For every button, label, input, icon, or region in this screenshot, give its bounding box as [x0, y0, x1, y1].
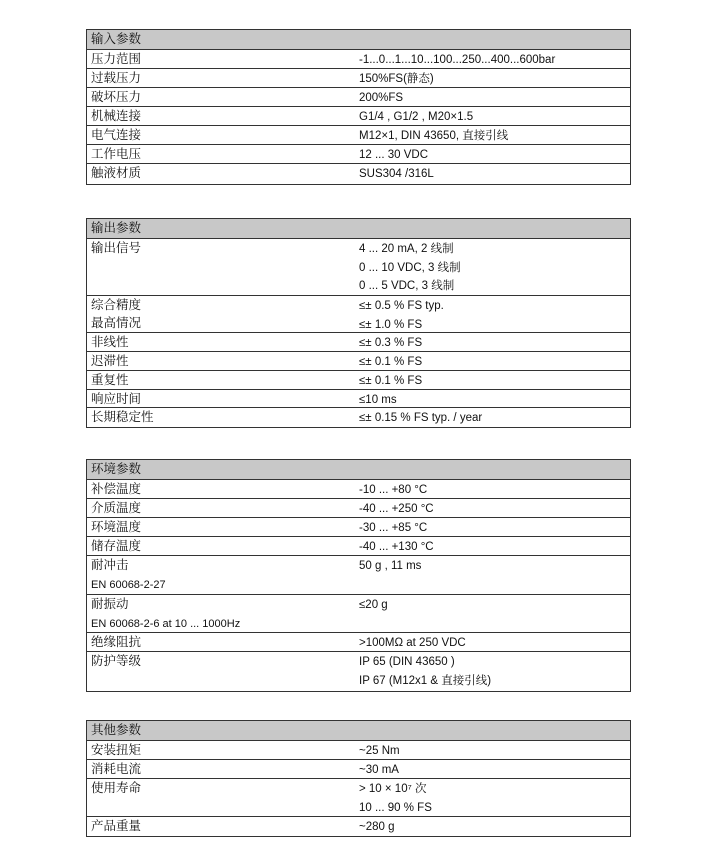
param-label-line: 过载压力 [91, 71, 142, 85]
table-row [87, 164, 630, 184]
param-label-line: 补偿温度 [91, 482, 142, 496]
param-value [359, 499, 630, 517]
param-value [359, 88, 630, 106]
param-value-line: -40 ... +250 °C [359, 503, 434, 515]
table-row [87, 333, 630, 352]
param-value-line: SUS304 /316L [359, 168, 434, 180]
param-label-line: 重复性 [91, 373, 129, 387]
param-value [359, 537, 630, 555]
param-label-line: 非线性 [91, 335, 129, 349]
table-row [87, 537, 630, 556]
param-label-line: 消耗电流 [91, 762, 142, 776]
param-value-line: -10 ... +80 °C [359, 484, 428, 496]
param-label-line: EN 60068-2-6 at 10 ... 1000Hz [91, 618, 241, 630]
param-value-line: >100MΩ at 250 VDC [359, 637, 466, 649]
param-label-line: 产品重量 [91, 819, 142, 833]
table-row [87, 817, 630, 836]
param-value [359, 296, 630, 332]
param-value-line: IP 65 (DIN 43650 ) [359, 656, 455, 668]
param-value-line: 200%FS [359, 92, 404, 104]
param-value-line: ≤± 0.1 % FS [359, 375, 423, 387]
param-label [87, 390, 359, 407]
section-title: 输出参数 [87, 219, 630, 239]
param-label [87, 126, 359, 144]
param-value [359, 408, 630, 427]
param-label [87, 296, 359, 332]
table-row [87, 518, 630, 537]
param-value [359, 333, 630, 351]
param-label [87, 88, 359, 106]
param-value-line: ~30 mA [359, 764, 399, 776]
table-row [87, 779, 630, 817]
param-label [87, 595, 359, 632]
table-row [87, 69, 630, 88]
param-label-line: 综合精度 [91, 298, 142, 312]
section-title: 输入参数 [87, 30, 630, 50]
param-label-line: 绝缘阻抗 [91, 635, 142, 649]
param-value-line: ≤20 g [359, 599, 388, 611]
param-label [87, 164, 359, 184]
param-label [87, 499, 359, 517]
param-value [359, 352, 630, 370]
param-label-line: 安装扭矩 [91, 743, 142, 757]
param-value [359, 50, 630, 68]
param-value-line: -1...0...1...10...100...250...400...600bar [359, 54, 556, 66]
param-label [87, 518, 359, 536]
param-label [87, 145, 359, 163]
param-label [87, 107, 359, 125]
table-row [87, 595, 630, 633]
param-value-line: ~25 Nm [359, 745, 400, 757]
table-row [87, 50, 630, 69]
param-value-line: 4 ... 20 mA, 2 线制 [359, 243, 454, 255]
param-label-line: 响应时间 [91, 392, 142, 406]
param-value [359, 595, 630, 632]
param-value [359, 741, 630, 759]
param-label [87, 760, 359, 778]
param-label-line: 迟滞性 [91, 354, 129, 368]
param-value-line: 150%FS(静态) [359, 73, 434, 85]
table-row [87, 145, 630, 164]
param-label-line: 耐振动 [91, 597, 129, 611]
param-value [359, 556, 630, 594]
param-value-line: > 10 × 10⁷ 次 [359, 783, 427, 795]
param-value-line: IP 67 (M12x1 & 直接引线) [359, 674, 492, 687]
param-value [359, 518, 630, 536]
param-label [87, 408, 359, 427]
table-row [87, 126, 630, 145]
param-label [87, 480, 359, 498]
param-value [359, 633, 630, 651]
table-row [87, 239, 630, 296]
param-value-line: M12×1, DIN 43650, 直接引线 [359, 130, 509, 142]
table-row [87, 652, 630, 691]
param-value-line: ≤± 1.0 % FS [359, 318, 423, 331]
table-row [87, 88, 630, 107]
param-label [87, 633, 359, 651]
param-label-line: 输出信号 [91, 241, 142, 255]
param-label-line: 触液材质 [91, 166, 142, 180]
param-label-line: 压力范围 [91, 52, 142, 66]
param-value [359, 69, 630, 87]
table-row [87, 371, 630, 390]
param-label-line: 长期稳定性 [91, 410, 154, 424]
spec-table [86, 720, 631, 837]
param-value [359, 779, 630, 816]
param-label [87, 556, 359, 594]
param-value-line: 0 ... 5 VDC, 3 线制 [359, 280, 455, 292]
param-value-line: ~280 g [359, 821, 395, 833]
param-label-line: 电气连接 [91, 128, 142, 142]
param-label-line: 防护等级 [91, 654, 142, 668]
param-label [87, 371, 359, 389]
param-value-line: ≤± 0.1 % FS [359, 356, 423, 368]
table-row [87, 741, 630, 760]
param-value [359, 390, 630, 407]
section-title: 环境参数 [87, 460, 630, 480]
param-label-line: 工作电压 [91, 147, 142, 161]
param-label-line: 储存温度 [91, 539, 142, 553]
param-label [87, 69, 359, 87]
param-value-line: 0 ... 10 VDC, 3 线制 [359, 261, 461, 274]
param-label [87, 741, 359, 759]
param-label-line: 使用寿命 [91, 781, 142, 795]
param-value [359, 371, 630, 389]
param-value [359, 817, 630, 836]
param-label [87, 817, 359, 836]
param-label [87, 652, 359, 691]
param-value [359, 164, 630, 184]
param-value-line: 10 ... 90 % FS [359, 801, 432, 814]
param-label [87, 779, 359, 816]
param-value [359, 239, 630, 295]
param-label-line: 机械连接 [91, 109, 142, 123]
spec-table [86, 459, 631, 692]
param-label [87, 239, 359, 295]
table-row [87, 480, 630, 499]
param-label [87, 352, 359, 370]
section-title: 其他参数 [87, 721, 630, 741]
table-row [87, 556, 630, 595]
param-value [359, 145, 630, 163]
spec-table [86, 29, 631, 185]
param-value-line: ≤± 0.3 % FS [359, 337, 423, 349]
param-label [87, 333, 359, 351]
param-value-line: ≤10 ms [359, 394, 397, 406]
param-value [359, 760, 630, 778]
table-row [87, 352, 630, 371]
table-row [87, 390, 630, 408]
table-row [87, 296, 630, 333]
param-value-line: ≤± 0.5 % FS typ. [359, 300, 444, 312]
param-label-line: 介质温度 [91, 501, 142, 515]
table-row [87, 408, 630, 427]
param-value-line: 50 g , 11 ms [359, 560, 422, 572]
param-value-line: ≤± 0.15 % FS typ. / year [359, 412, 483, 424]
param-label-line: 环境温度 [91, 520, 142, 534]
param-label [87, 50, 359, 68]
param-label-line: EN 60068-2-27 [91, 579, 166, 591]
param-label-line: 耐冲击 [91, 558, 129, 572]
table-row [87, 633, 630, 652]
param-value-line: 12 ... 30 VDC [359, 149, 429, 161]
param-value-line: -30 ... +85 °C [359, 522, 428, 534]
param-value-line: -40 ... +130 °C [359, 541, 434, 553]
param-label-line: 最高情况 [91, 316, 142, 330]
table-row [87, 499, 630, 518]
spec-table [86, 218, 631, 428]
param-value [359, 107, 630, 125]
param-value [359, 652, 630, 691]
param-value [359, 126, 630, 144]
param-value [359, 480, 630, 498]
param-value-line: G1/4 , G1/2 , M20×1.5 [359, 111, 474, 123]
param-label-line: 破坏压力 [91, 90, 142, 104]
table-row [87, 760, 630, 779]
param-label [87, 537, 359, 555]
table-row [87, 107, 630, 126]
